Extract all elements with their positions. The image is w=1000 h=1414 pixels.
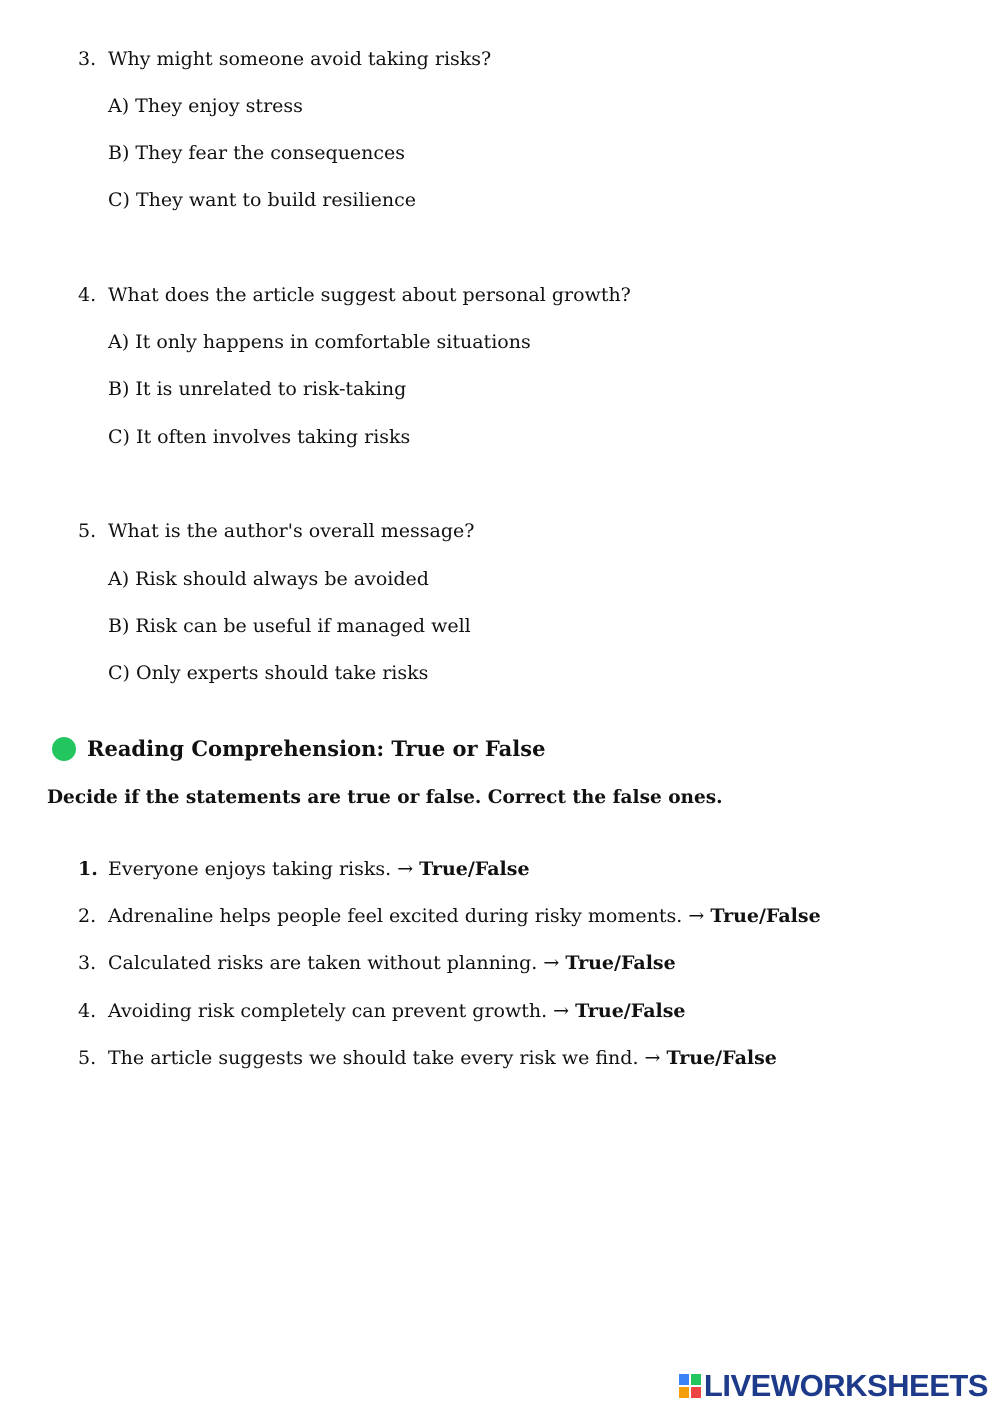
tf-answer[interactable]: True/False (710, 905, 821, 927)
option-b[interactable]: B) Risk can be useful if managed well (108, 615, 471, 637)
section-title: Reading Comprehension: True or False (87, 736, 546, 761)
tf-statement: Everyone enjoys taking risks. → (108, 858, 414, 880)
question-prompt: Why might someone avoid taking risks? (108, 48, 492, 70)
tf-number: 5. (78, 1047, 97, 1069)
question-text (78, 284, 631, 306)
question-number: 3. (78, 48, 97, 70)
option-c[interactable]: C) It often involves taking risks (108, 426, 411, 448)
tf-statement: Calculated risks are taken without planning. → (108, 952, 560, 974)
tf-item-3 (78, 952, 676, 974)
tf-answer[interactable]: True/False (419, 858, 530, 880)
tf-statement: Avoiding risk completely can prevent growth. → (108, 1000, 570, 1022)
tf-answer[interactable]: True/False (666, 1047, 777, 1069)
question-number: 4. (78, 284, 97, 306)
question-text (78, 48, 491, 70)
liveworksheets-logo (679, 1370, 988, 1402)
option-b[interactable]: B) It is unrelated to risk-taking (108, 378, 407, 400)
question-prompt: What does the article suggest about personal growth? (108, 284, 631, 306)
section-heading (52, 736, 545, 761)
tf-answer[interactable]: True/False (575, 1000, 686, 1022)
liveworksheets-logo-icon (679, 1374, 701, 1398)
tf-number: 3. (78, 952, 97, 974)
tf-item-4 (78, 1000, 686, 1022)
option-a[interactable]: A) Risk should always be avoided (108, 568, 429, 590)
logo-text: LIVEWORKSHEETS (703, 1368, 988, 1403)
tf-answer[interactable]: True/False (565, 952, 676, 974)
question-number: 5. (78, 520, 97, 542)
tf-statement: The article suggests we should take every risk we find. → (108, 1047, 661, 1069)
option-c[interactable]: C) Only experts should take risks (108, 662, 429, 684)
option-c[interactable]: C) They want to build resilience (108, 189, 416, 211)
tf-number: 2. (78, 905, 97, 927)
tf-number: 4. (78, 1000, 97, 1022)
question-prompt: What is the author's overall message? (108, 520, 475, 542)
option-b[interactable]: B) They fear the consequences (108, 142, 406, 164)
option-a[interactable]: A) They enjoy stress (108, 95, 303, 117)
option-a[interactable]: A) It only happens in comfortable situations (108, 331, 531, 353)
question-text (78, 520, 474, 542)
tf-item-1 (78, 858, 530, 880)
green-circle-icon (52, 737, 76, 761)
section-instructions: Decide if the statements are true or false. Correct the false ones. (47, 787, 723, 808)
tf-number: 1. (78, 858, 98, 880)
tf-statement: Adrenaline helps people feel excited during risky moments. → (108, 905, 705, 927)
tf-item-2 (78, 905, 821, 927)
tf-item-5 (78, 1047, 777, 1069)
